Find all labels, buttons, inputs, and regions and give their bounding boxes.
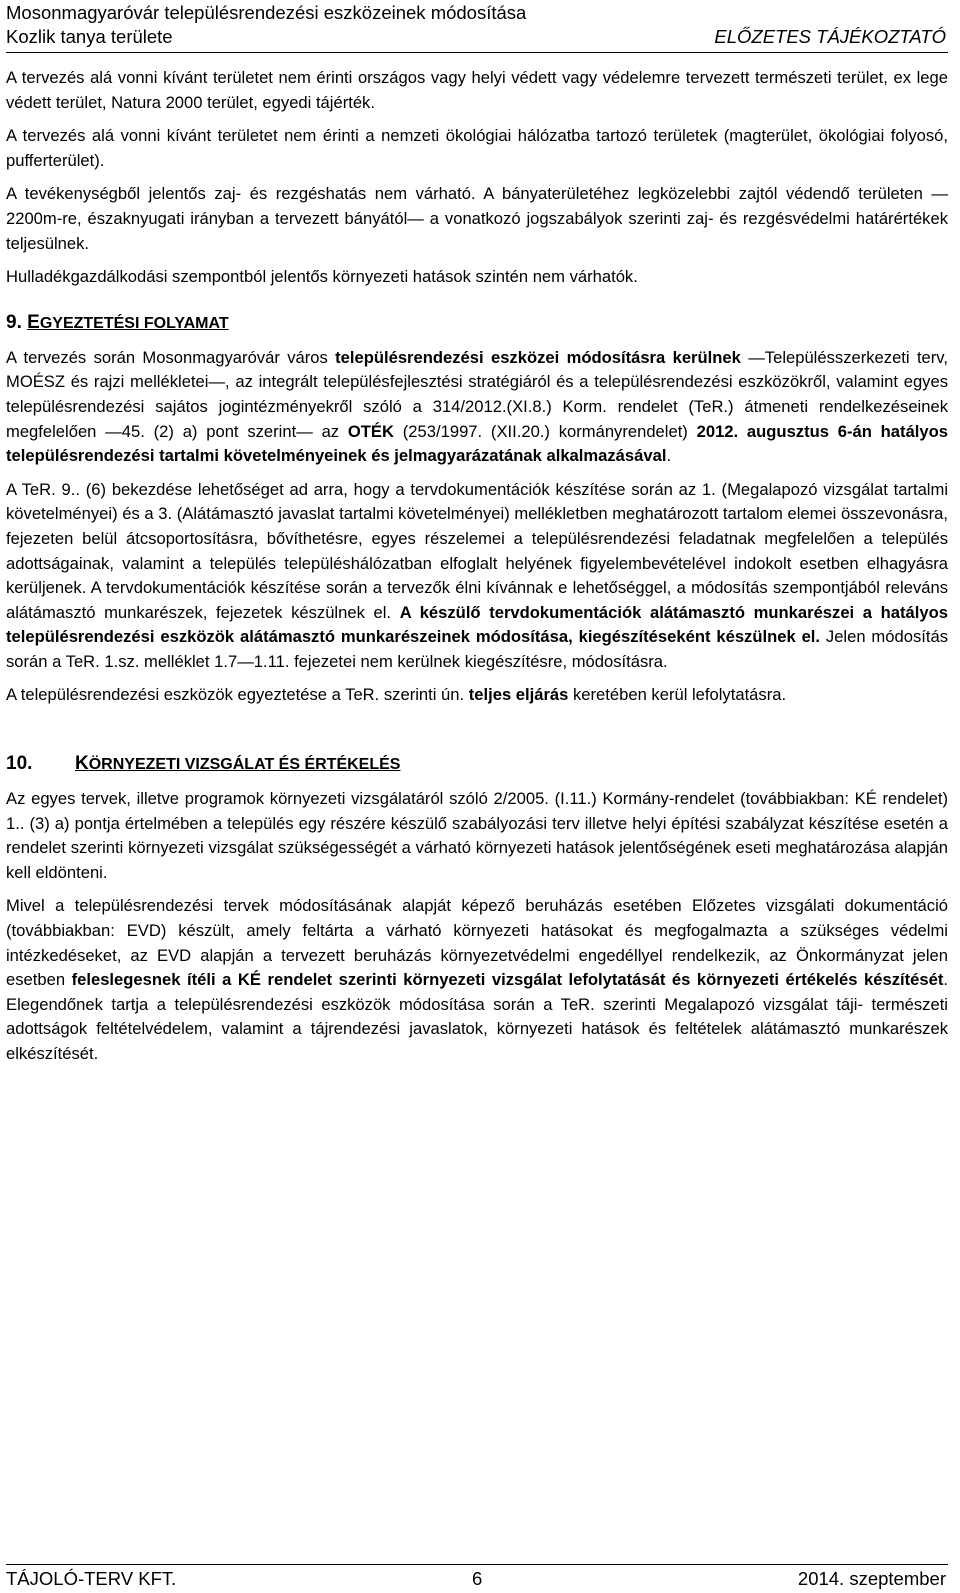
section-10-title: KÖRNYEZETI VIZSGÁLAT ÉS ÉRTÉKELÉS	[75, 753, 401, 775]
paragraph-planning-process: A tervezés során Mosonmagyaróvár város településrendezési eszközei módosításra kerülnek —Településszerkezeti terv, MOÉSZ és rajzi mellékletei—, az integrált településfejlesztési stratégiáról és a településrendezési eszközökről, valamint egyes településrendezési sajátos jogintézményekről szóló a 314/2012.(XI.8.) Korm. rendelet (TeR.) átmeneti rendelkezéseinek megfelelően —45. (2) a) pont szerint— az OTÉK (253/1997. (XII.20.) kormányrendelet) 2012. augusztus 6-án hatályos településrendezési tartalmi követelményeinek és jelmagyarázatának alkalmazásával.	[6, 347, 948, 466]
section-9-number: 9.	[6, 311, 22, 333]
document-type: ELŐZETES TÁJÉKOZTATÓ	[714, 26, 946, 47]
document-subtitle: Kozlik tanya területe	[6, 26, 173, 47]
paragraph-ke-decree: Az egyes tervek, illetve programok környezeti vizsgálatáról szóló 2/2005. (I.11.) Kormány-rendelet (továbbiakban: KÉ rendelet) 1.. (3) a) pontja értelmében a település egy részére készülő szabályozási terv illetve helyi építési szabályzat készítése esetén a rendelet szerinti környezeti vizsgálat szükségességét a várható környezeti hatások jelentőségének eseti meghatározása alapján kell eldönteni.	[6, 789, 948, 882]
paragraph-waste: Hulladékgazdálkodási szempontból jelentős környezeti hatások szintén nem várhatók.	[6, 267, 638, 287]
section-10-number: 10.	[6, 753, 33, 775]
footer-date: 2014. szeptember	[797, 1568, 946, 1589]
paragraph-noise: A tevékenységből jelentős zaj- és rezgéshatás nem várható. A bányaterületéhez legközelebbi zajtól védendő területen —2200m-re, északnyugati irányban a tervezett bányától— a vonatkozó jogszabályok szerinti zaj- és rezgésvédelmi határértékek teljesülnek.	[6, 184, 948, 253]
paragraph-ter-options: A TeR. 9.. (6) bekezdése lehetőséget ad arra, hogy a tervdokumentációk készítése során az 1. (Megalapozó vizsgálat tartalmi követelményei) és a 3. (Alátámasztó javaslat tartalmi követelményei) mellékletben meghatározott tartalom elemei összevonásra, fejezeten belül átcsoportosításra, bővíthetésre, egyes részelemei a településrendezési feladatnak megfelelően a település adottságainak, valamint a település településhálózatban elfoglalt helyének figyelembevételével indokolt esetben elhagyásra kerüljenek. A tervdokumentációk készítése során a tervezők élni kívánnak e lehetőséggel, a módosítás szempontjából releváns alátámasztó munkarészek, fejezetek készülnek el. A készülő tervdokumentációk alátámasztó munkarészei a hatályos településrendezési eszközök alátámasztó munkarészeinek módosítása, kiegészítéseként készülnek el. Jelen módosítás során a TeR. 1.sz. melléklet 1.7—1.11. fejezetei nem kerülnek kiegészítésre, módosításra.	[6, 479, 948, 671]
section-9-heading	[6, 311, 948, 336]
paragraph-evd: Mivel a településrendezési tervek módosításának alapját képező beruházás esetében Előzetes vizsgálati dokumentáció (továbbiakban: EVD) készült, amely feltárta a várható környezeti hatásokat és megfogalmazta a szükséges védelmi intézkedéseket, az EVD alapján a tervezett beruházás környezetvédelmi engedéllyel rendelkezik, az Önkormányzat jelen esetben feleslegesnek ítéli a KÉ rendelet szerinti környezeti vizsgálat lefolytatását és környezeti értékelés készítését. Elegendőnek tartja a településrendezési eszközök módosítása során a TeR. szerinti Megalapozó vizsgálat táji- természeti adottságok feltételvédelem, valamint a tájrendezési javaslatok, környezeti hatások és feltételek alátámasztó munkarészek elkészítését.	[6, 896, 948, 1063]
page-header	[6, 0, 948, 53]
paragraph-ecological-network: A tervezés alá vonni kívánt területet nem érinti a nemzeti ökológiai hálózatba tartozó területek (magterület, ökológiai folyosó, pufferterület).	[6, 126, 948, 170]
footer-page-number: 6	[472, 1568, 483, 1589]
document-title: Mosonmagyaróvár településrendezési eszközeinek módosítása	[6, 2, 527, 23]
section-9-title: EGYEZTETÉSI FOLYAMAT	[27, 311, 229, 333]
footer-company: TÁJOLÓ-TERV KFT.	[6, 1568, 177, 1589]
page-footer	[6, 1564, 948, 1591]
page-content	[6, 66, 948, 1076]
paragraph-full-procedure: A településrendezési eszközök egyeztetése a TeR. szerinti ún. teljes eljárás keretében kerül lefolytatásra.	[6, 685, 787, 705]
paragraph-protected-areas: A tervezés alá vonni kívánt területet nem érinti országos vagy helyi védett vagy védelemre tervezett természeti terület, ex lege védett terület, Natura 2000 terület, egyedi tájérték.	[6, 68, 948, 112]
section-10-heading	[6, 752, 948, 777]
